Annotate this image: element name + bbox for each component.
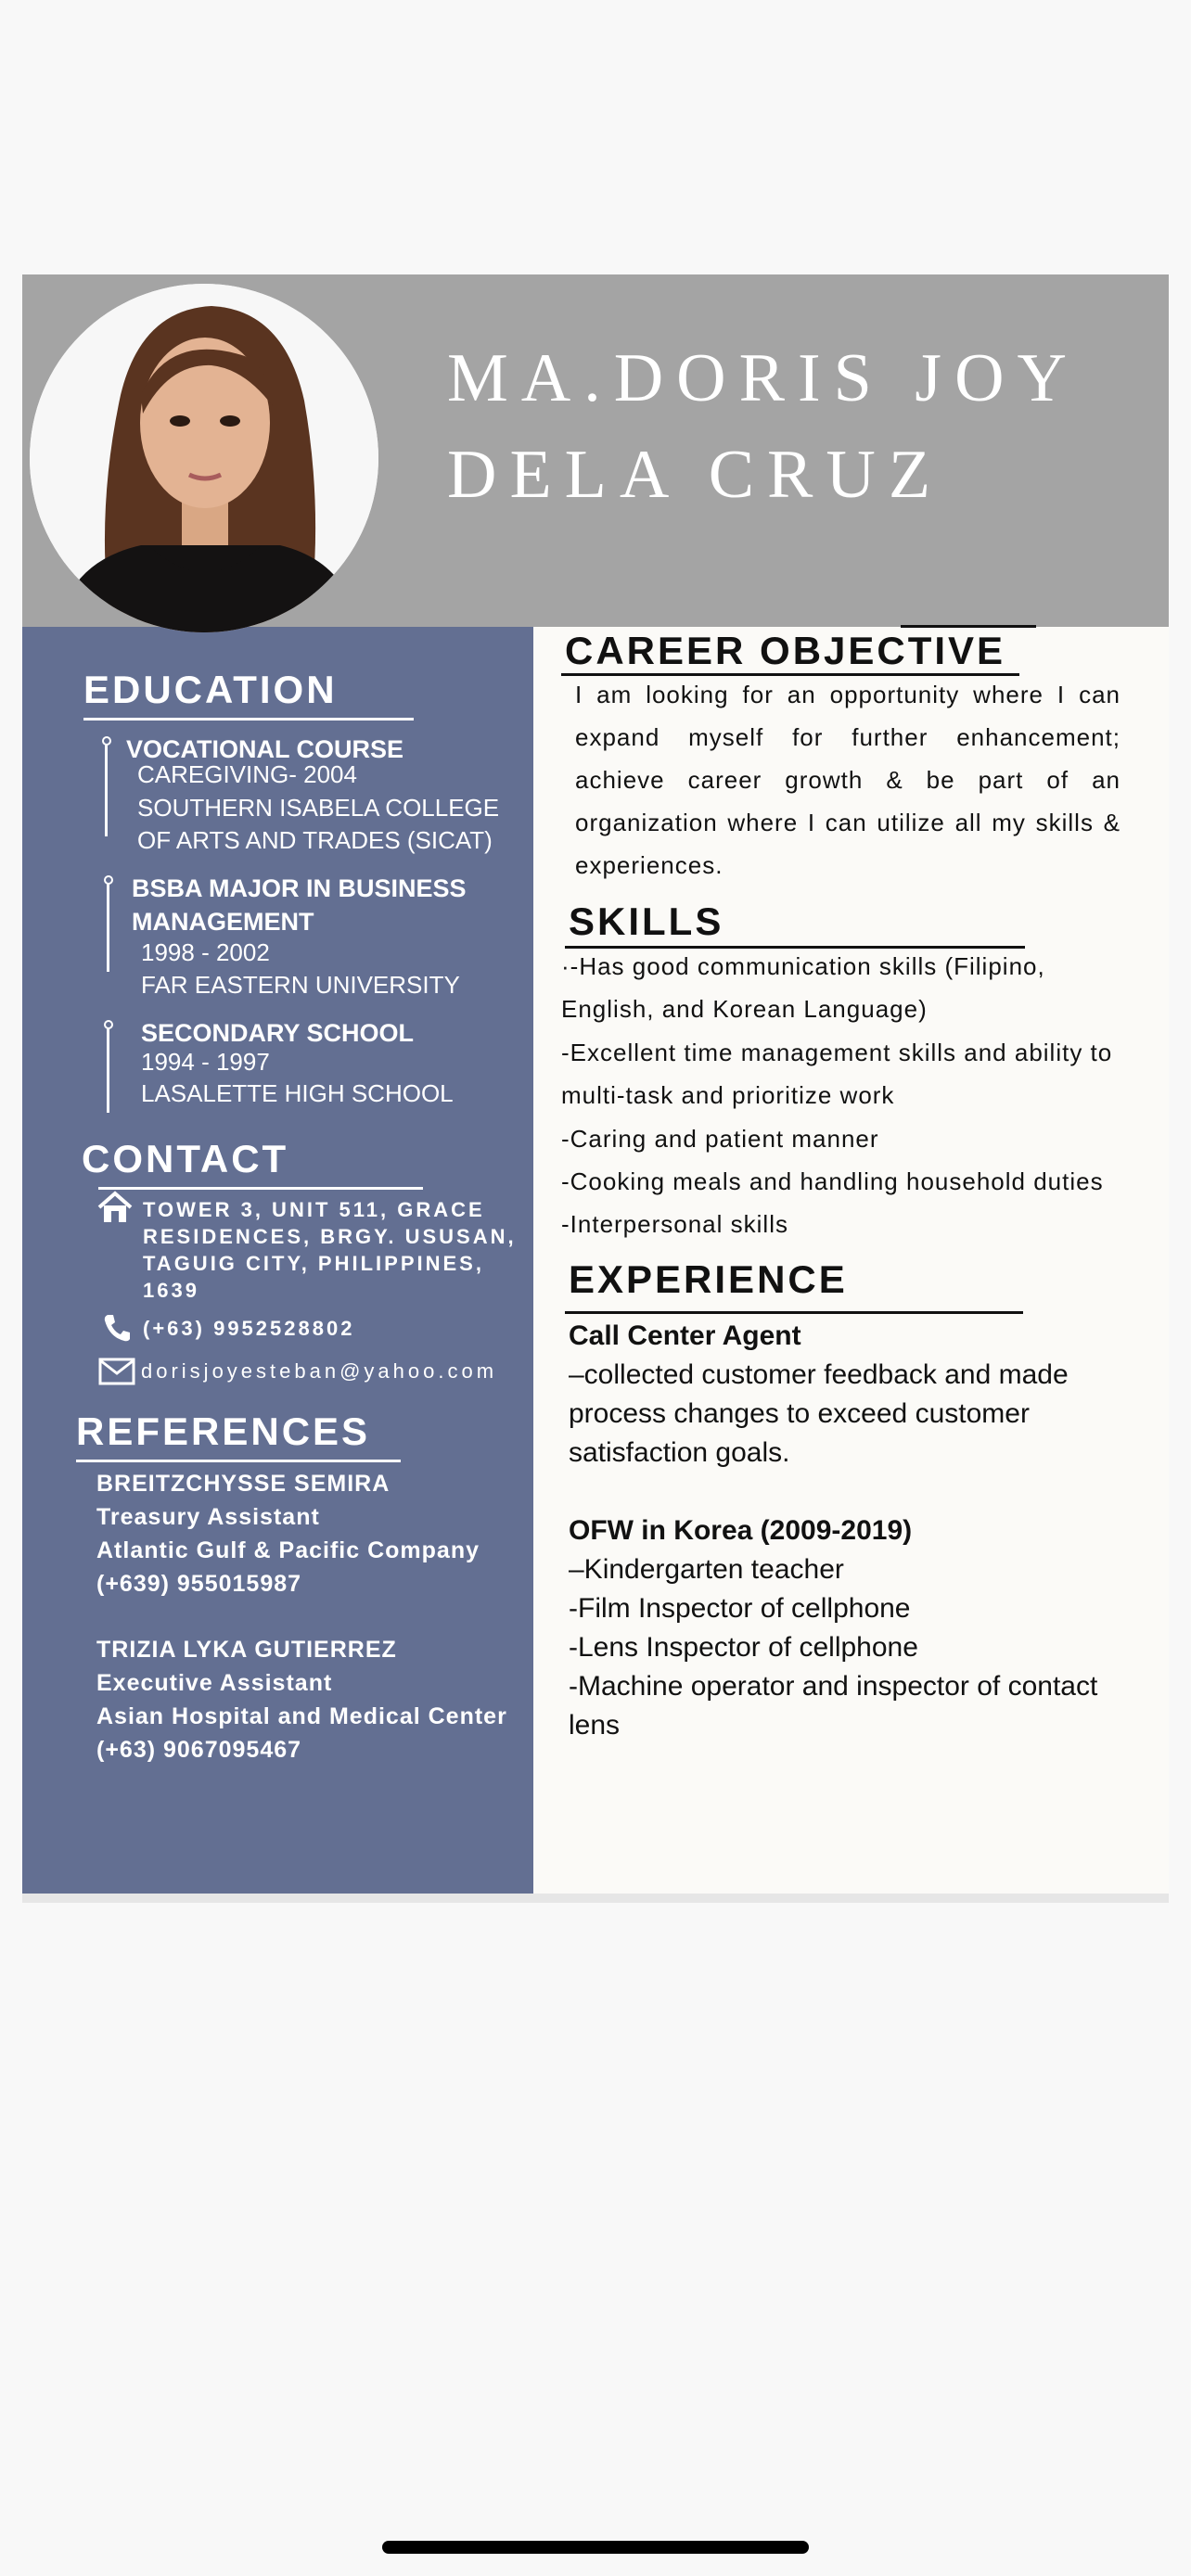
- contact-underline: [98, 1187, 423, 1190]
- education-entry-title: BSBA MAJOR IN BUSINESS: [132, 874, 467, 902]
- education-entry-line: LASALETTE HIGH SCHOOL: [141, 1079, 454, 1107]
- education-underline: [83, 718, 414, 721]
- decorative-rule: [901, 625, 1036, 628]
- mail-icon: [98, 1358, 135, 1385]
- skill-line: -Cooking meals and handling household duties: [561, 1167, 1104, 1195]
- career-objective-heading: CAREER OBJECTIVE: [565, 629, 1006, 672]
- job-detail: –collected customer feedback and made: [569, 1359, 1069, 1390]
- reference-phone: (+63) 9067095467: [96, 1737, 302, 1763]
- education-entry-line: SOUTHERN ISABELA COLLEGE: [137, 794, 500, 822]
- profile-photo: [30, 284, 378, 632]
- job-title: Call Center Agent: [569, 1320, 801, 1351]
- skill-line: -Caring and patient manner: [561, 1125, 879, 1153]
- timeline-line: [107, 1027, 109, 1113]
- education-entry-title: VOCATIONAL COURSE: [126, 735, 404, 763]
- name-line-1: MA.DORIS JOY: [447, 340, 1080, 416]
- education-entry-line: 1994 - 1997: [141, 1048, 270, 1076]
- contact-heading: CONTACT: [82, 1137, 289, 1180]
- education-entry-line: CAREGIVING- 2004: [137, 760, 357, 788]
- skill-line: multi-task and prioritize work: [561, 1081, 895, 1109]
- email-address[interactable]: dorisjoyesteban@yahoo.com: [141, 1359, 498, 1383]
- skill-line: ·-Has good communication skills (Filipino,: [561, 952, 1045, 980]
- job-detail: -Film Inspector of cellphone: [569, 1593, 911, 1624]
- skill-line: English, and Korean Language): [561, 995, 928, 1023]
- education-entry-title: SECONDARY SCHOOL: [141, 1019, 415, 1047]
- address-line: RESIDENCES, BRGY. USUSAN,: [143, 1225, 517, 1248]
- resume-document: [22, 274, 1169, 1905]
- job-detail: process changes to exceed customer: [569, 1398, 1030, 1429]
- sidebar: [22, 627, 533, 1894]
- timeline-line: [105, 744, 108, 836]
- experience-underline: [565, 1311, 1023, 1314]
- reference-company: Asian Hospital and Medical Center: [96, 1703, 507, 1729]
- job-detail: -Machine operator and inspector of contact: [569, 1671, 1098, 1702]
- timeline-line: [107, 883, 109, 972]
- education-entry-line: 1998 - 2002: [141, 938, 270, 966]
- address-line: TOWER 3, UNIT 511, GRACE: [143, 1198, 485, 1221]
- address: [143, 1196, 523, 1304]
- job-detail: lens: [569, 1710, 621, 1741]
- reference-role: Treasury Assistant: [96, 1504, 320, 1530]
- education-heading: EDUCATION: [83, 668, 338, 711]
- address-line: 1639: [143, 1279, 199, 1302]
- applicant-name: [447, 330, 1152, 523]
- reference-role: Executive Assistant: [96, 1670, 333, 1696]
- phone-number[interactable]: (+63) 9952528802: [143, 1317, 355, 1340]
- experience-heading: EXPERIENCE: [569, 1257, 848, 1301]
- education-entry-line: FAR EASTERN UNIVERSITY: [141, 971, 460, 999]
- reference-company: Atlantic Gulf & Pacific Company: [96, 1537, 480, 1563]
- skill-line: -Interpersonal skills: [561, 1210, 788, 1238]
- phone-icon: [102, 1313, 132, 1343]
- skill-line: -Excellent time management skills and ability to: [561, 1039, 1113, 1066]
- career-objective-text: I am looking for an opportunity where I can expand myself for further enhancement; achieve career growth & be part of an organization where I can utilize all my skills & experiences.: [575, 681, 1121, 879]
- bottom-strip: [22, 1894, 1169, 1903]
- job-detail: –Kindergarten teacher: [569, 1554, 844, 1585]
- home-indicator[interactable]: [382, 2541, 809, 2554]
- skills-heading: SKILLS: [569, 899, 724, 943]
- job-detail: -Lens Inspector of cellphone: [569, 1632, 918, 1663]
- home-icon: [96, 1191, 134, 1224]
- reference-name: TRIZIA LYKA GUTIERREZ: [96, 1637, 397, 1663]
- reference-name: BREITZCHYSSE SEMIRA: [96, 1471, 391, 1497]
- job-detail: satisfaction goals.: [569, 1437, 790, 1468]
- address-line: TAGUIG CITY, PHILIPPINES,: [143, 1252, 484, 1275]
- job-title: OFW in Korea (2009-2019): [569, 1515, 913, 1546]
- education-entry-title: MANAGEMENT: [132, 908, 314, 936]
- name-line-2: DELA CRUZ: [447, 437, 944, 513]
- main-content: [533, 627, 1169, 1894]
- education-entry-line: OF ARTS AND TRADES (SICAT): [137, 826, 493, 854]
- reference-phone: (+639) 955015987: [96, 1571, 302, 1597]
- references-heading: REFERENCES: [76, 1409, 371, 1453]
- references-underline: [76, 1460, 401, 1462]
